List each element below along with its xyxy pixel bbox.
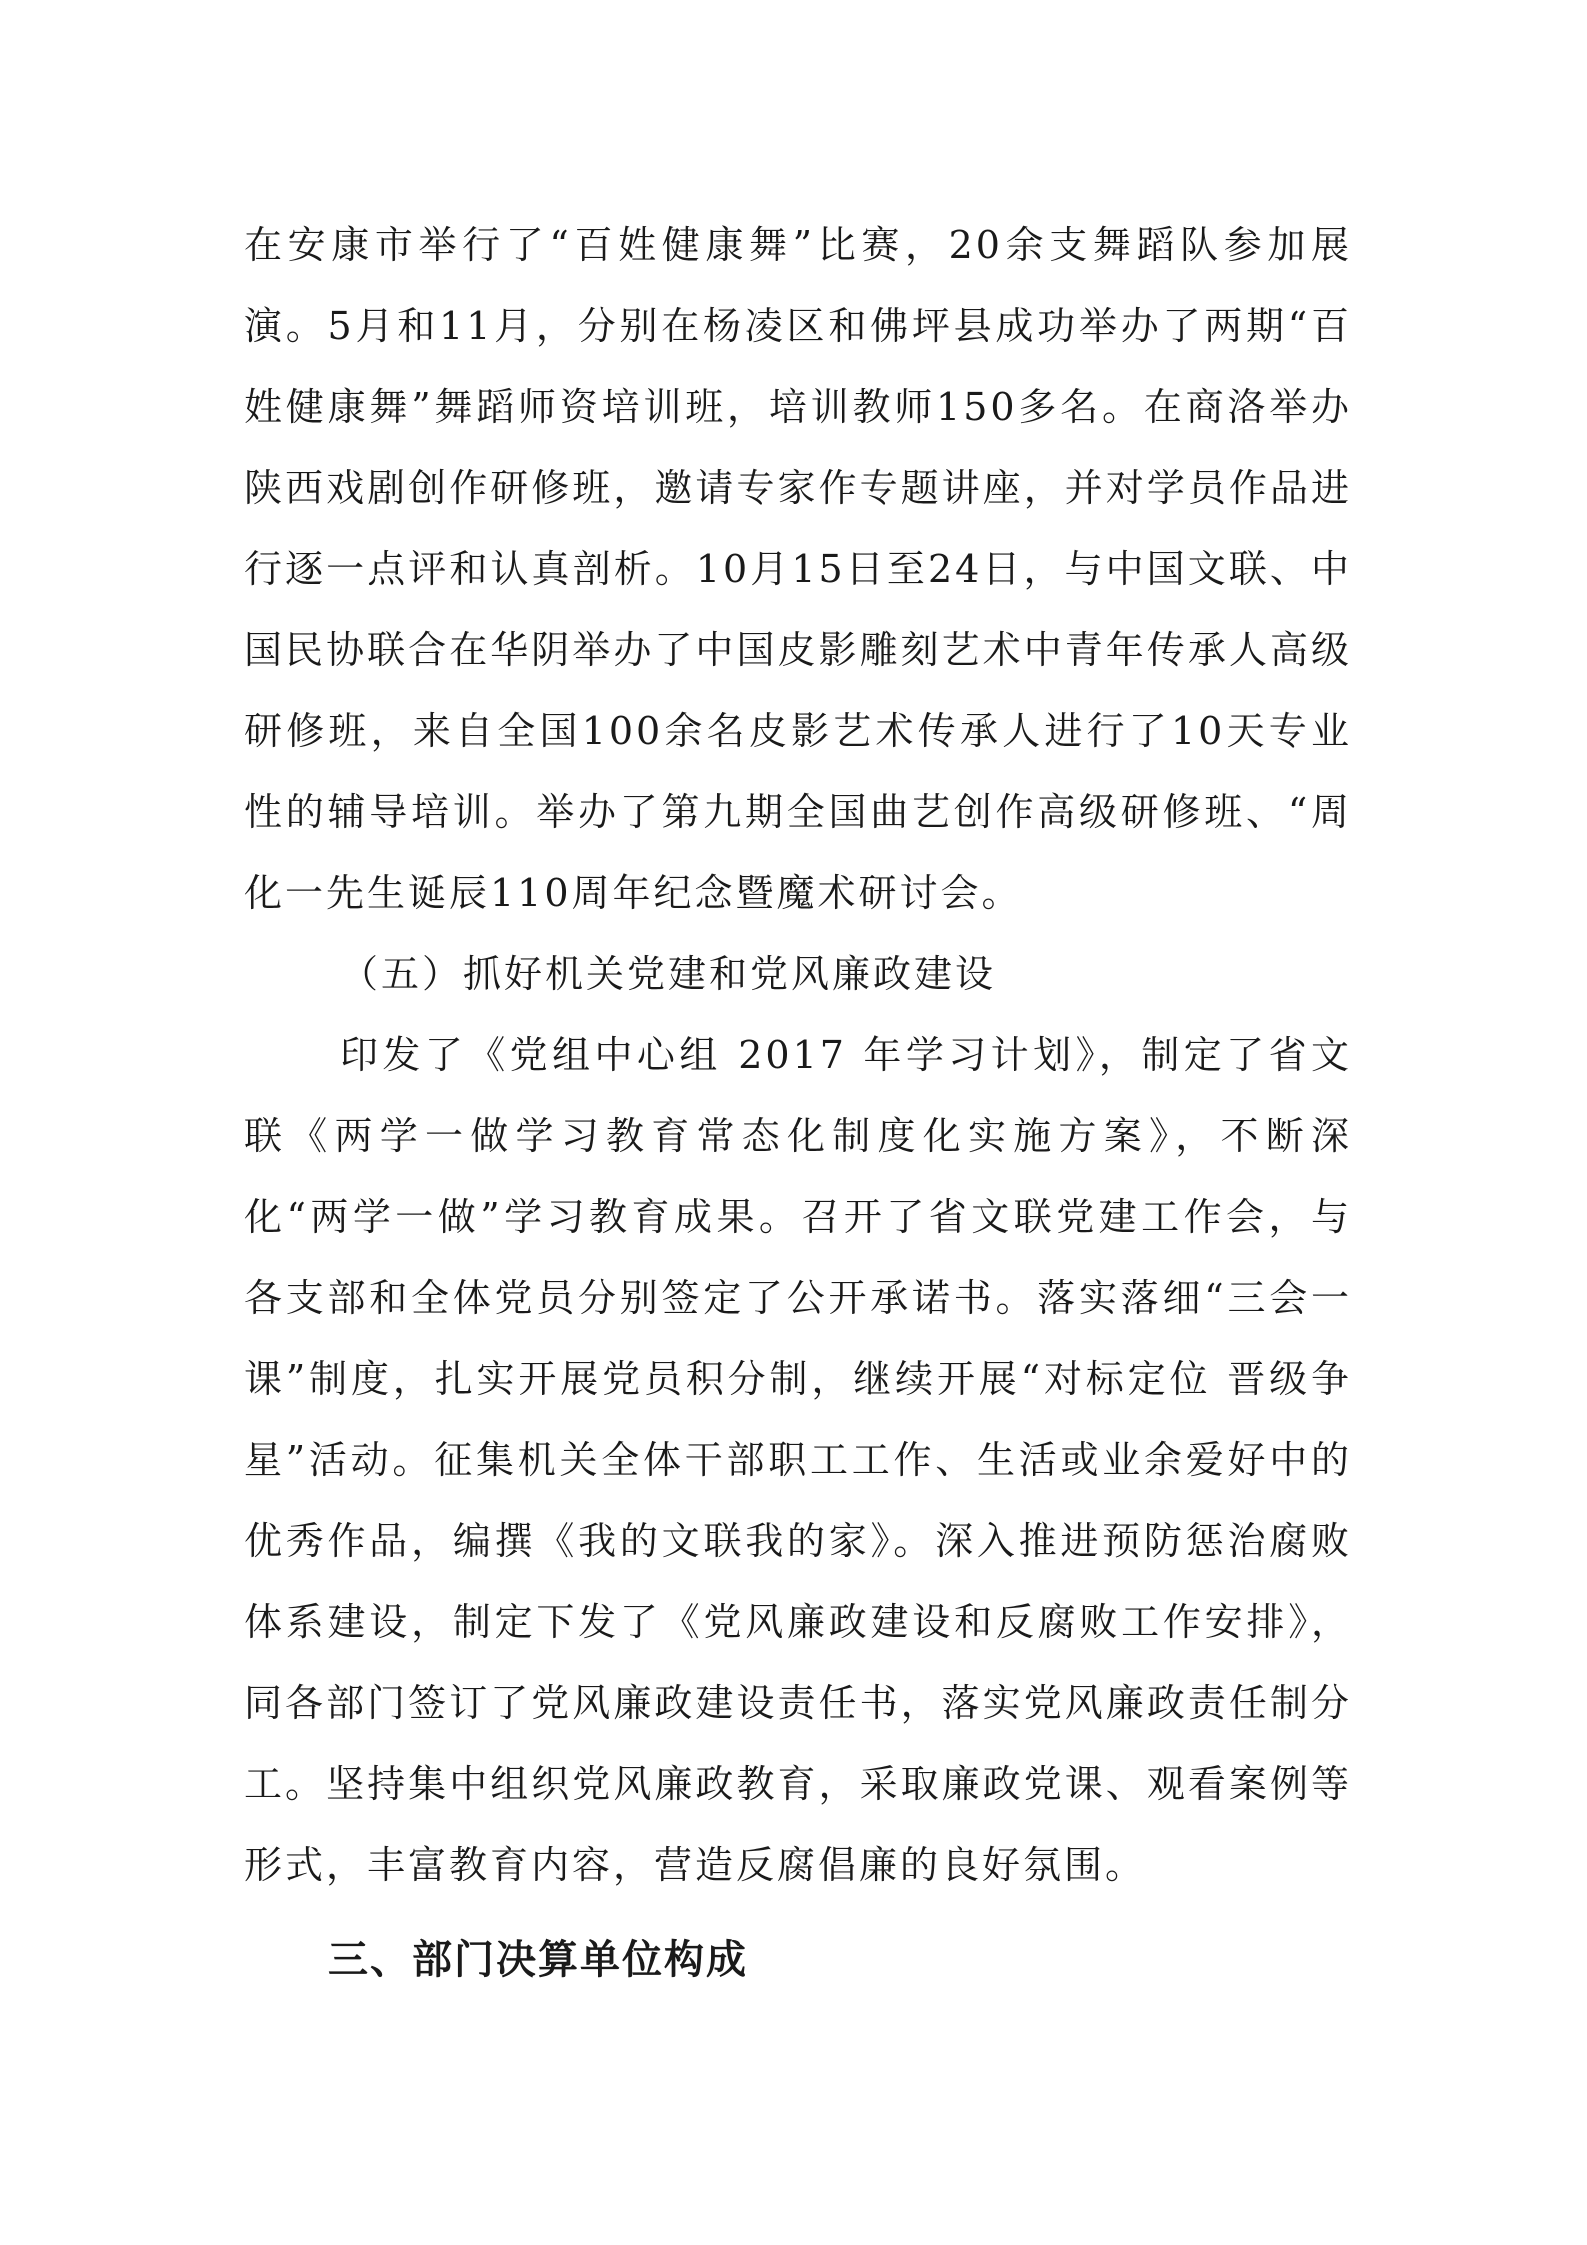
page-content xyxy=(244,205,1352,2001)
body-paragraph-training: 在安康市举行了“百姓健康舞”比赛，20余支舞蹈队参加展演。5月和11月，分别在杨凌区和佛坪县成功举办了两期“百姓健康舞”舞蹈师资培训班，培训教师150多名。在商洛举办陕西戏剧创作研修班，邀请专家作专题讲座，并对学员作品进行逐一点评和认真剖析。10月15日至24日，与中国文联、中国民协联合在华阴举办了中国皮影雕刻艺术中青年传承人高级研修班，来自全国100余名皮影艺术传承人进行了10天专业性的辅导培训。举办了第九期全国曲艺创作高级研修班、“周化一先生诞辰110周年纪念暨魔术研讨会。 xyxy=(244,223,1352,915)
subsection-heading-party-building: （五）抓好机关党建和党风廉政建设 xyxy=(340,952,997,996)
body-paragraph-party-building: 印发了《党组中心组 2017 年学习计划》，制定了省文联《两学一做学习教育常态化制度化实施方案》，不断深化“两学一做”学习教育成果。召开了省文联党建工作会，与各支部和全体党员分别签定了公开承诺书。落实落细“三会一课”制度，扎实开展党员积分制，继续开展“对标定位 晋级争星”活动。征集机关全体干部职工工作、生活或业余爱好中的优秀作品，编撰《我的文联我的家》。深入推进预防惩治腐败体系建设，制定下发了《党风廉政建设和反腐败工作安排》，同各部门签订了党风廉政建设责任书，落实党风廉政责任制分工。坚持集中组织党风廉政教育，采取廉政党课、观看案例等形式，丰富教育内容，营造反腐倡廉的良好氛围。 xyxy=(244,1033,1352,1887)
section-heading-department-units: 三、部门决算单位构成 xyxy=(328,1937,748,1983)
